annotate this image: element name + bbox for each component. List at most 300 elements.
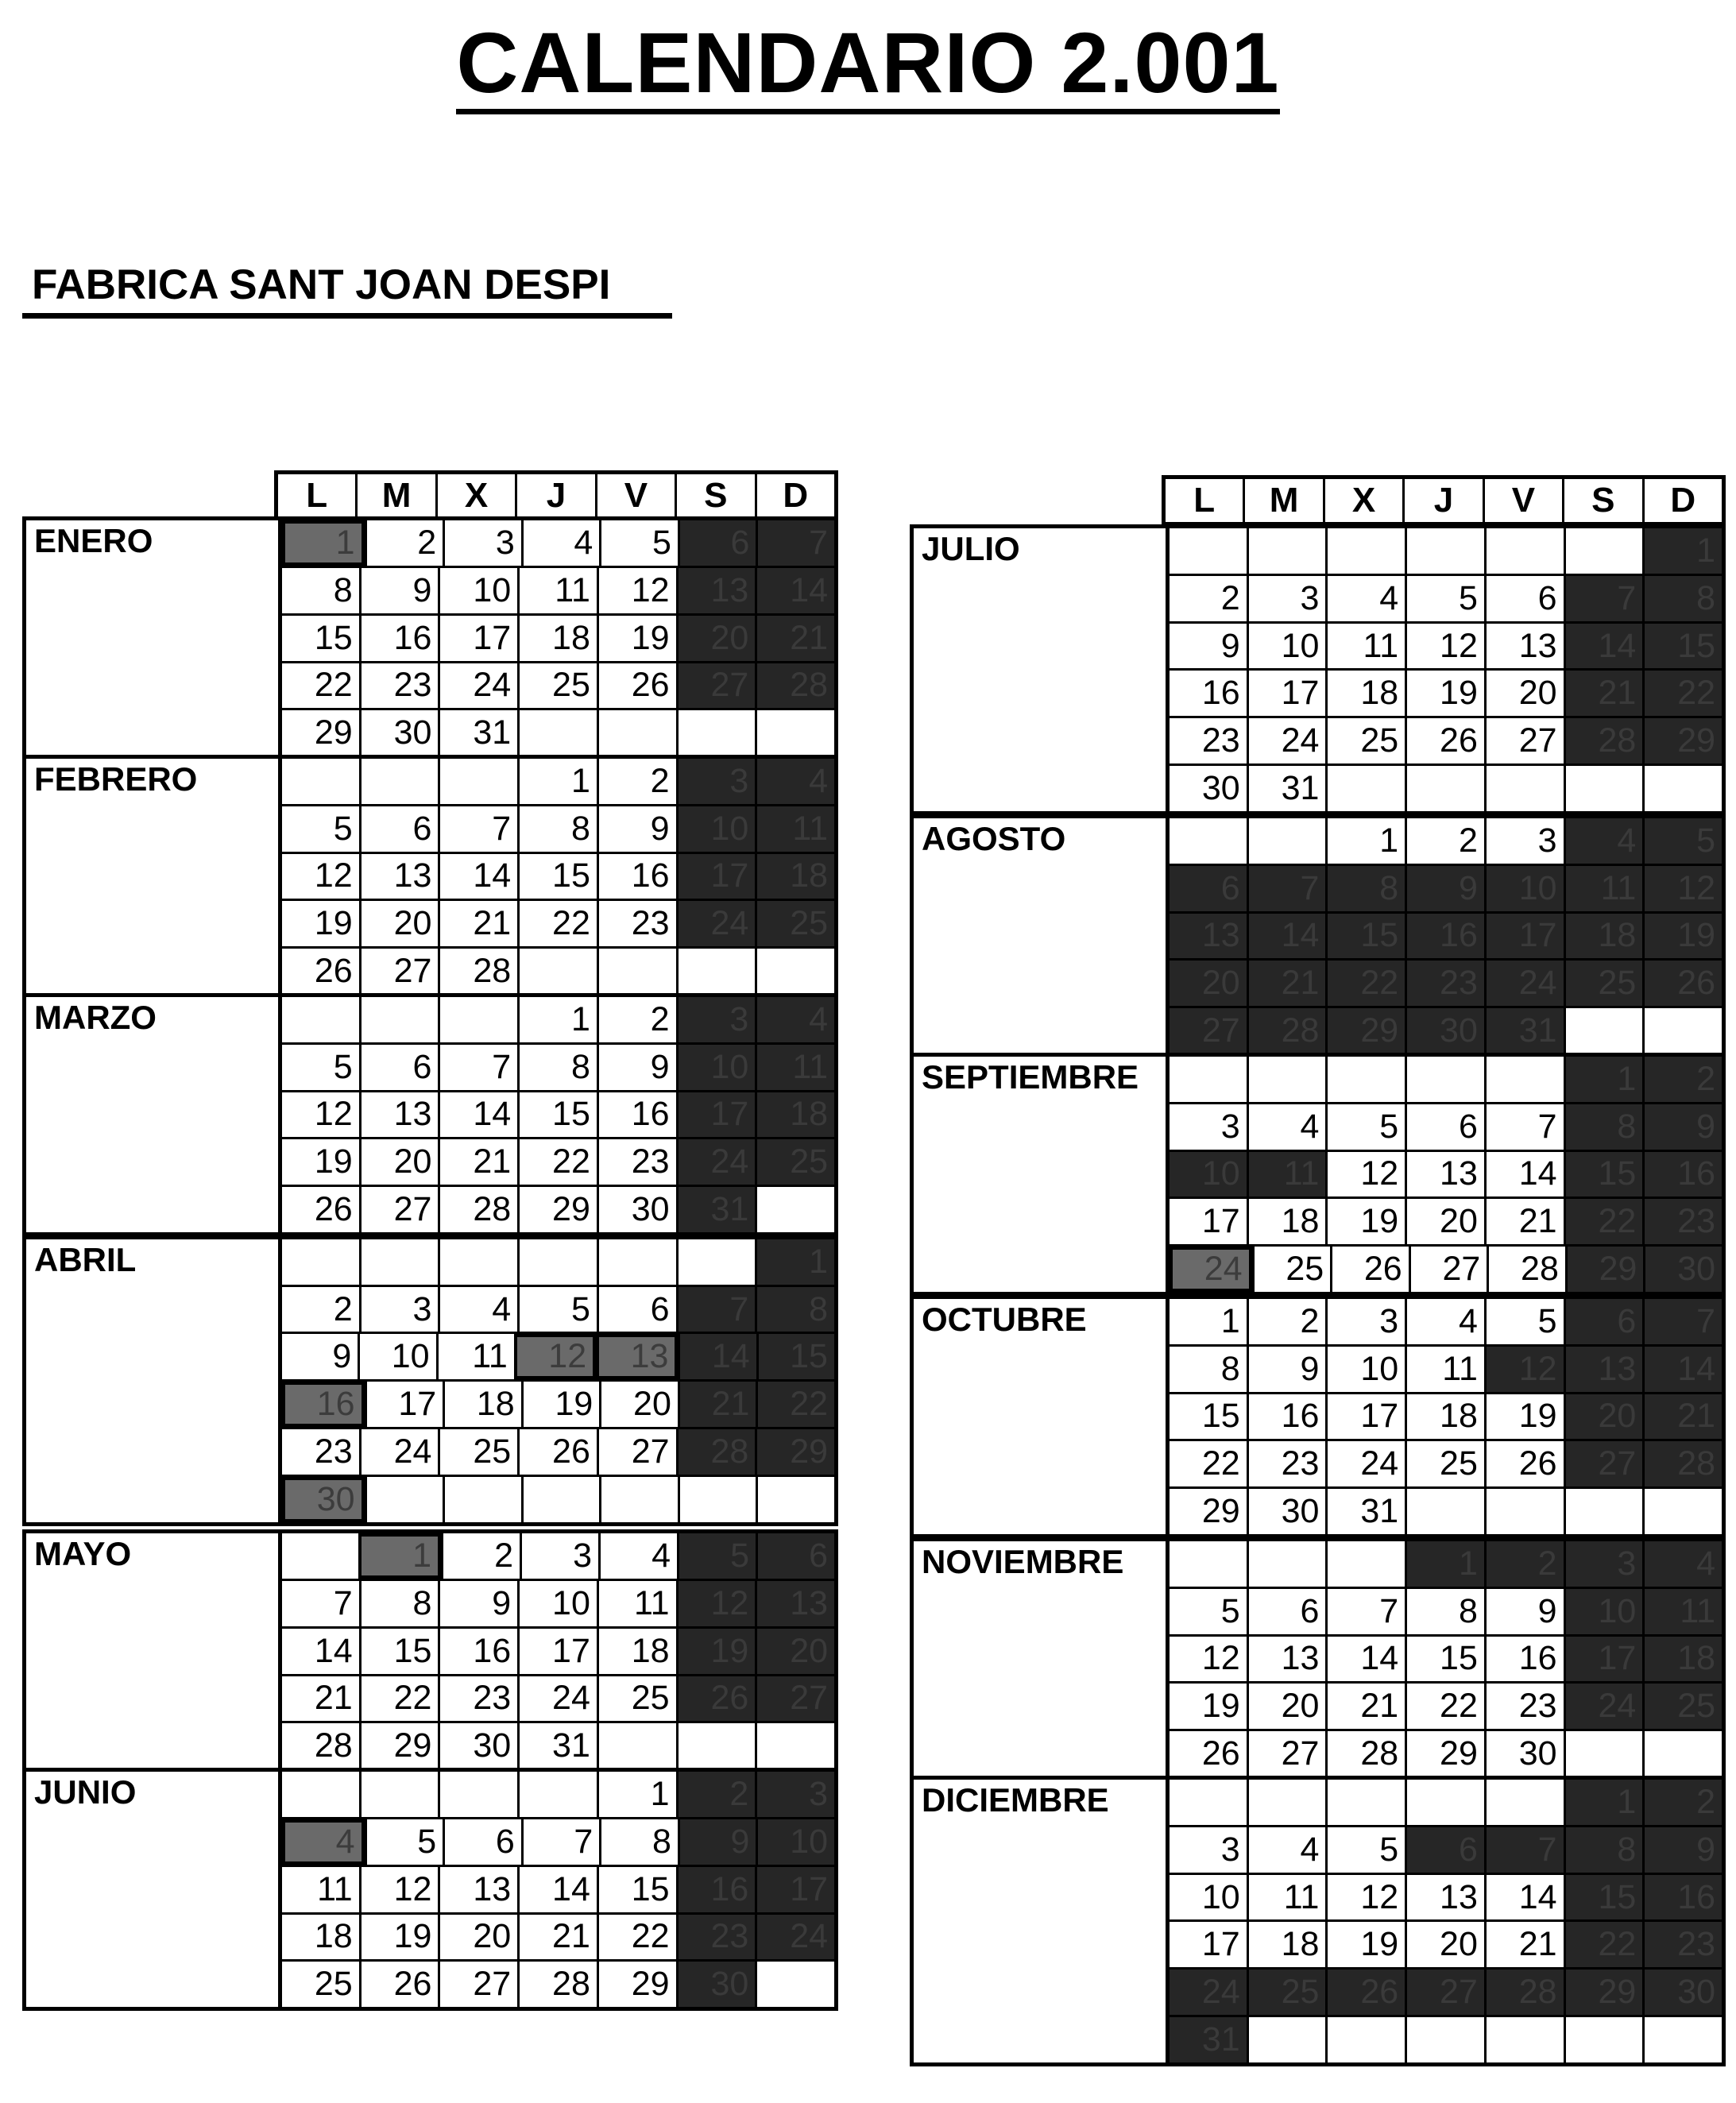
day-cell: 14: [1642, 1347, 1722, 1392]
day-cell: 13: [359, 854, 439, 899]
day-cell: 18: [1247, 1199, 1326, 1244]
day-cell: 12: [1201, 1639, 1240, 1678]
week-row: [282, 852, 834, 899]
day-cell: [517, 710, 597, 756]
day-cell: 17: [1564, 1637, 1643, 1682]
day-cell: 8: [517, 806, 597, 852]
month-agosto: [910, 814, 1726, 1057]
day-cell: 13: [1247, 1637, 1326, 1682]
day-cell: 16: [597, 854, 676, 899]
day-cell: 16: [1642, 1875, 1722, 1920]
day-cell: 26: [597, 663, 676, 709]
day-cell: 14: [1564, 624, 1643, 669]
week-row: [282, 1332, 834, 1379]
day-cell: 9: [1642, 1827, 1722, 1873]
day-cell: [1484, 1780, 1564, 1825]
day-cell: [1325, 766, 1405, 811]
day-cell: 2: [1247, 1299, 1326, 1344]
day-cell: 17: [755, 1867, 834, 1912]
day-cell: 11: [317, 1869, 353, 1908]
day-cell: [1405, 2017, 1484, 2062]
day-cell: 25: [517, 663, 597, 709]
day-cell: [1642, 1731, 1722, 1776]
day-cell: 3: [1325, 1299, 1405, 1344]
day-cell: 25: [755, 1139, 834, 1185]
day-cell: 20: [676, 616, 756, 661]
day-cell: [1247, 1541, 1326, 1587]
day-cell: 28: [1642, 1441, 1722, 1486]
day-cell: 27: [597, 1429, 676, 1475]
day-cell: 24: [755, 1915, 834, 1960]
day-cell: 15: [517, 1092, 597, 1138]
day-cell: 17: [438, 616, 517, 661]
day-cell: 4: [521, 520, 600, 566]
day-cell: 9: [1220, 626, 1240, 665]
day-cell: 28: [1247, 1008, 1326, 1053]
day-cell: 24: [1325, 1441, 1405, 1486]
day-cell: 10: [438, 568, 517, 613]
weekday-d: D: [1642, 479, 1722, 522]
week-row: [282, 1959, 834, 2007]
day-cell: 30: [1484, 1731, 1564, 1776]
day-cell: 2: [1642, 1780, 1722, 1825]
day-cell: 29: [1201, 1492, 1240, 1531]
day-cell: 1: [1564, 1780, 1643, 1825]
day-cell: 22: [1325, 961, 1405, 1006]
day-cell: 25: [1247, 1970, 1326, 2015]
day-cell: 17: [365, 1382, 443, 1427]
day-cell: 13: [1405, 1875, 1484, 1920]
day-cell: [282, 1772, 359, 1817]
day-cell: [282, 997, 359, 1042]
day-cell: [1170, 818, 1247, 864]
day-cell: 14: [438, 1092, 517, 1138]
day-cell: 26: [1484, 1441, 1564, 1486]
day-cell: 1: [597, 1772, 676, 1817]
day-cell: 13: [1170, 914, 1247, 959]
week-row: [1170, 1150, 1722, 1197]
day-cell: 1: [517, 997, 597, 1042]
day-cell: 9: [1642, 1104, 1722, 1150]
week-row: [282, 520, 834, 566]
day-cell: 31: [676, 1187, 756, 1232]
day-cell: 11: [597, 1581, 676, 1626]
day-cell: 27: [1247, 1731, 1326, 1776]
day-cell: 22: [1405, 1684, 1484, 1729]
day-cell: 24: [676, 901, 756, 946]
day-cell: 26: [359, 1962, 439, 2007]
day-cell: 4: [282, 1819, 365, 1865]
day-cell: 29: [1325, 1008, 1405, 1053]
title-text: CALENDARIO 2.001: [456, 17, 1279, 114]
day-cell: 23: [1201, 721, 1240, 760]
day-cell: 18: [1564, 914, 1643, 959]
day-cell: 4: [1325, 576, 1405, 621]
weekday-j: J: [1402, 479, 1482, 522]
weekday-s: S: [1562, 479, 1641, 522]
month-grid: [282, 997, 834, 1232]
day-cell: [1564, 2017, 1643, 2062]
day-cell: 25: [438, 1429, 517, 1475]
day-cell: 1: [755, 1239, 834, 1285]
day-cell: 16: [1405, 914, 1484, 959]
week-row: [282, 1427, 834, 1475]
day-cell: 24: [1170, 1970, 1247, 2015]
day-cell: 30: [1201, 769, 1240, 808]
day-cell: 7: [676, 1287, 756, 1332]
day-cell: [1170, 528, 1247, 574]
day-cell: 26: [1405, 718, 1484, 763]
day-cell: 7: [438, 806, 517, 852]
day-cell: 23: [359, 663, 439, 709]
day-cell: 19: [1642, 914, 1722, 959]
day-cell: 2: [333, 1289, 353, 1328]
day-cell: [1484, 766, 1564, 811]
day-cell: 28: [438, 949, 517, 994]
day-cell: [1325, 528, 1405, 574]
day-cell: 1: [1564, 1057, 1643, 1102]
day-cell: [517, 949, 597, 994]
day-cell: 12: [1642, 866, 1722, 911]
day-cell: 16: [1201, 674, 1240, 713]
day-cell: 30: [1247, 1489, 1326, 1534]
day-cell: 23: [1484, 1684, 1564, 1729]
week-row: [282, 1533, 834, 1579]
week-row: [1170, 668, 1722, 716]
day-cell: [1325, 1780, 1405, 1825]
week-row: [282, 661, 834, 709]
day-cell: 6: [678, 520, 756, 566]
day-cell: 25: [1405, 1441, 1484, 1486]
day-cell: 27: [438, 1962, 517, 2007]
day-cell: 7: [333, 1583, 353, 1622]
day-cell: [1170, 1780, 1247, 1825]
weekday-m: M: [355, 474, 435, 517]
day-cell: 18: [443, 1382, 521, 1427]
day-cell: 10: [676, 1045, 756, 1090]
day-cell: 19: [597, 616, 676, 661]
week-row: [1170, 1196, 1722, 1244]
month-name: DICIEMBRE: [914, 1780, 1170, 2062]
week-row: [1170, 716, 1722, 763]
week-row: [1170, 1299, 1722, 1344]
month-grid: [282, 759, 834, 994]
day-cell: 1: [517, 759, 597, 804]
day-cell: 6: [1170, 866, 1247, 911]
weekday-header-right: [1162, 475, 1726, 526]
day-cell: 7: [1484, 1104, 1564, 1150]
day-cell: 28: [1564, 718, 1643, 763]
month-grid: [282, 1239, 834, 1522]
week-row: [1170, 1006, 1722, 1053]
month-name: FEBRERO: [26, 759, 282, 994]
day-cell: 11: [1325, 624, 1405, 669]
day-cell: [282, 1533, 358, 1579]
day-cell: [597, 1239, 676, 1285]
day-cell: 1: [1220, 1301, 1240, 1340]
day-cell: [1642, 766, 1722, 811]
week-row: [282, 804, 834, 852]
day-cell: 12: [597, 568, 676, 613]
day-cell: 12: [1325, 1152, 1405, 1197]
day-cell: 17: [676, 1092, 756, 1138]
month-julio: [910, 524, 1726, 815]
day-cell: 11: [436, 1334, 514, 1379]
day-cell: 9: [597, 1045, 676, 1090]
day-cell: 10: [358, 1334, 435, 1379]
day-cell: 2: [597, 997, 676, 1042]
day-cell: 20: [359, 901, 439, 946]
day-cell: 2: [1484, 1541, 1564, 1587]
day-cell: 4: [1564, 818, 1643, 864]
day-cell: 31: [517, 1723, 597, 1769]
day-cell: 27: [755, 1676, 834, 1722]
week-row: [282, 1475, 834, 1522]
day-cell: 20: [1484, 671, 1564, 716]
day-cell: 26: [1330, 1247, 1409, 1292]
day-cell: 18: [597, 1629, 676, 1674]
day-cell: 19: [1201, 1687, 1240, 1726]
week-row: [282, 1772, 834, 1817]
day-cell: [1247, 1780, 1326, 1825]
week-row: [282, 1674, 834, 1722]
day-cell: 10: [1201, 1877, 1240, 1916]
day-cell: 22: [314, 666, 353, 705]
day-cell: 2: [597, 759, 676, 804]
month-marzo: [22, 993, 838, 1236]
day-cell: 17: [1201, 1202, 1240, 1241]
day-cell: 10: [1247, 624, 1326, 669]
day-cell: 23: [1405, 961, 1484, 1006]
week-row: [282, 1626, 834, 1674]
day-cell: 9: [1247, 1347, 1326, 1392]
day-cell: 11: [755, 806, 834, 852]
day-cell: [1564, 1008, 1643, 1053]
month-name: ENERO: [26, 520, 282, 756]
day-cell: 12: [1405, 624, 1484, 669]
day-cell: 16: [359, 616, 439, 661]
day-cell: 20: [1170, 961, 1247, 1006]
week-row: [282, 899, 834, 946]
week-row: [282, 1865, 834, 1912]
day-cell: 11: [1642, 1589, 1722, 1634]
day-cell: 15: [1564, 1875, 1643, 1920]
day-cell: [1642, 1008, 1722, 1053]
day-cell: 5: [599, 520, 678, 566]
day-cell: 24: [517, 1676, 597, 1722]
day-cell: 21: [1484, 1199, 1564, 1244]
week-row: [1170, 763, 1722, 811]
day-cell: 14: [1484, 1875, 1564, 1920]
day-cell: 19: [1405, 671, 1484, 716]
day-cell: [365, 1477, 443, 1522]
day-cell: 7: [1484, 1827, 1564, 1873]
day-cell: 28: [1325, 1731, 1405, 1776]
day-cell: 24: [676, 1139, 756, 1185]
day-cell: [599, 1477, 678, 1522]
month-mayo: [22, 1529, 838, 1772]
day-cell: 10: [517, 1581, 597, 1626]
day-cell: 10: [1484, 866, 1564, 911]
day-cell: 16: [1247, 1394, 1326, 1440]
day-cell: 6: [1247, 1589, 1326, 1634]
day-cell: 19: [1484, 1394, 1564, 1440]
day-cell: 6: [1564, 1299, 1643, 1344]
day-cell: 18: [755, 1092, 834, 1138]
day-cell: 17: [1325, 1394, 1405, 1440]
weekday-l: L: [306, 476, 328, 515]
day-cell: 4: [598, 1533, 677, 1579]
day-cell: 18: [1247, 1922, 1326, 1967]
day-cell: 13: [1484, 624, 1564, 669]
day-cell: 20: [1405, 1199, 1484, 1244]
month-grid: [282, 520, 834, 756]
day-cell: 25: [755, 901, 834, 946]
day-cell: 19: [521, 1382, 600, 1427]
week-row: [1170, 1919, 1722, 1967]
day-cell: 11: [755, 1045, 834, 1090]
weekday-v: V: [595, 474, 675, 517]
month-septiembre: [910, 1053, 1726, 1296]
day-cell: 3: [1220, 1107, 1240, 1146]
day-cell: 5: [333, 809, 353, 848]
day-cell: 7: [1325, 1589, 1405, 1634]
day-cell: [1484, 528, 1564, 574]
day-cell: 8: [1220, 1349, 1240, 1388]
day-cell: 22: [1564, 1922, 1643, 1967]
day-cell: [1325, 1541, 1405, 1587]
day-cell: 13: [676, 568, 756, 613]
day-cell: 2: [441, 1533, 520, 1579]
day-cell: 8: [599, 1819, 678, 1865]
day-cell: 19: [359, 1915, 439, 1960]
day-cell: 21: [314, 1679, 353, 1718]
day-cell: 6: [359, 806, 439, 852]
day-cell: 20: [1564, 1394, 1643, 1440]
day-cell: [676, 710, 756, 756]
weekday-m: M: [1243, 479, 1322, 522]
month-name: AGOSTO: [914, 818, 1170, 1053]
day-cell: [359, 997, 439, 1042]
day-cell: 16: [438, 1629, 517, 1674]
day-cell: [1642, 2017, 1722, 2062]
day-cell: 6: [756, 1533, 834, 1579]
day-cell: 8: [1325, 866, 1405, 911]
day-cell: 21: [755, 616, 834, 661]
day-cell: [1642, 1489, 1722, 1534]
day-cell: [438, 759, 517, 804]
day-cell: [597, 710, 676, 756]
day-cell: 5: [1325, 1827, 1405, 1873]
day-cell: 12: [314, 1095, 353, 1134]
day-cell: [1564, 1489, 1643, 1534]
week-row: [282, 1137, 834, 1185]
day-cell: [1247, 2017, 1326, 2062]
day-cell: 21: [438, 901, 517, 946]
day-cell: 28: [1484, 1970, 1564, 2015]
day-cell: 5: [1405, 576, 1484, 621]
day-cell: 16: [1484, 1637, 1564, 1682]
day-cell: 25: [314, 1965, 353, 2004]
day-cell: 9: [438, 1581, 517, 1626]
day-cell: 31: [1170, 2017, 1247, 2062]
day-cell: [755, 949, 834, 994]
month-grid: [1170, 1057, 1722, 1292]
day-cell: 25: [1252, 1247, 1331, 1292]
day-cell: [1325, 1057, 1405, 1102]
day-cell: 21: [1484, 1922, 1564, 1967]
day-cell: 22: [1201, 1444, 1240, 1483]
month-abril: [22, 1235, 838, 1526]
day-cell: 24: [1170, 1247, 1252, 1292]
day-cell: 6: [1405, 1104, 1484, 1150]
week-row: [282, 1042, 834, 1090]
day-cell: 13: [438, 1867, 517, 1912]
day-cell: 6: [1484, 576, 1564, 621]
day-cell: 14: [1484, 1152, 1564, 1197]
week-row: [1170, 1634, 1722, 1682]
day-cell: 10: [676, 806, 756, 852]
day-cell: 23: [314, 1432, 353, 1471]
day-cell: 21: [1642, 1394, 1722, 1440]
day-cell: 31: [1247, 766, 1326, 811]
day-cell: 18: [314, 1917, 353, 1956]
day-cell: 29: [1565, 1247, 1644, 1292]
day-cell: 19: [1325, 1922, 1405, 1967]
month-name: MARZO: [26, 997, 282, 1232]
day-cell: 21: [678, 1382, 756, 1427]
day-cell: 9: [597, 806, 676, 852]
day-cell: 17: [1247, 671, 1326, 716]
day-cell: 26: [314, 952, 353, 991]
week-row: [1170, 911, 1722, 959]
day-cell: 22: [517, 1139, 597, 1185]
day-cell: 20: [438, 1915, 517, 1960]
day-cell: [282, 1239, 359, 1285]
day-cell: [282, 759, 359, 804]
week-row: [282, 1090, 834, 1138]
day-cell: 12: [1325, 1875, 1405, 1920]
weekday-d: D: [755, 474, 834, 517]
day-cell: 22: [1642, 671, 1722, 716]
day-cell: 14: [678, 1334, 756, 1379]
day-cell: 4: [438, 1287, 517, 1332]
day-cell: 21: [517, 1915, 597, 1960]
day-cell: [1247, 818, 1326, 864]
week-row: [282, 1579, 834, 1626]
day-cell: [521, 1477, 600, 1522]
month-grid: [1170, 1780, 1722, 2062]
day-cell: 30: [597, 1187, 676, 1232]
day-cell: [1564, 766, 1643, 811]
day-cell: 2: [1220, 578, 1240, 617]
day-cell: 25: [1325, 718, 1405, 763]
day-cell: 7: [1247, 866, 1326, 911]
day-cell: 17: [1201, 1925, 1240, 1964]
day-cell: 4: [1642, 1541, 1722, 1587]
day-cell: 10: [1170, 1152, 1247, 1197]
day-cell: 20: [359, 1139, 439, 1185]
day-cell: 23: [676, 1915, 756, 1960]
day-cell: 23: [597, 901, 676, 946]
day-cell: 20: [1247, 1684, 1326, 1729]
month-name: NOVIEMBRE: [914, 1541, 1170, 1776]
day-cell: 15: [1201, 1397, 1240, 1436]
day-cell: 9: [1405, 866, 1484, 911]
day-cell: 3: [1247, 576, 1326, 621]
day-cell: 20: [1405, 1922, 1484, 1967]
day-cell: 22: [517, 901, 597, 946]
